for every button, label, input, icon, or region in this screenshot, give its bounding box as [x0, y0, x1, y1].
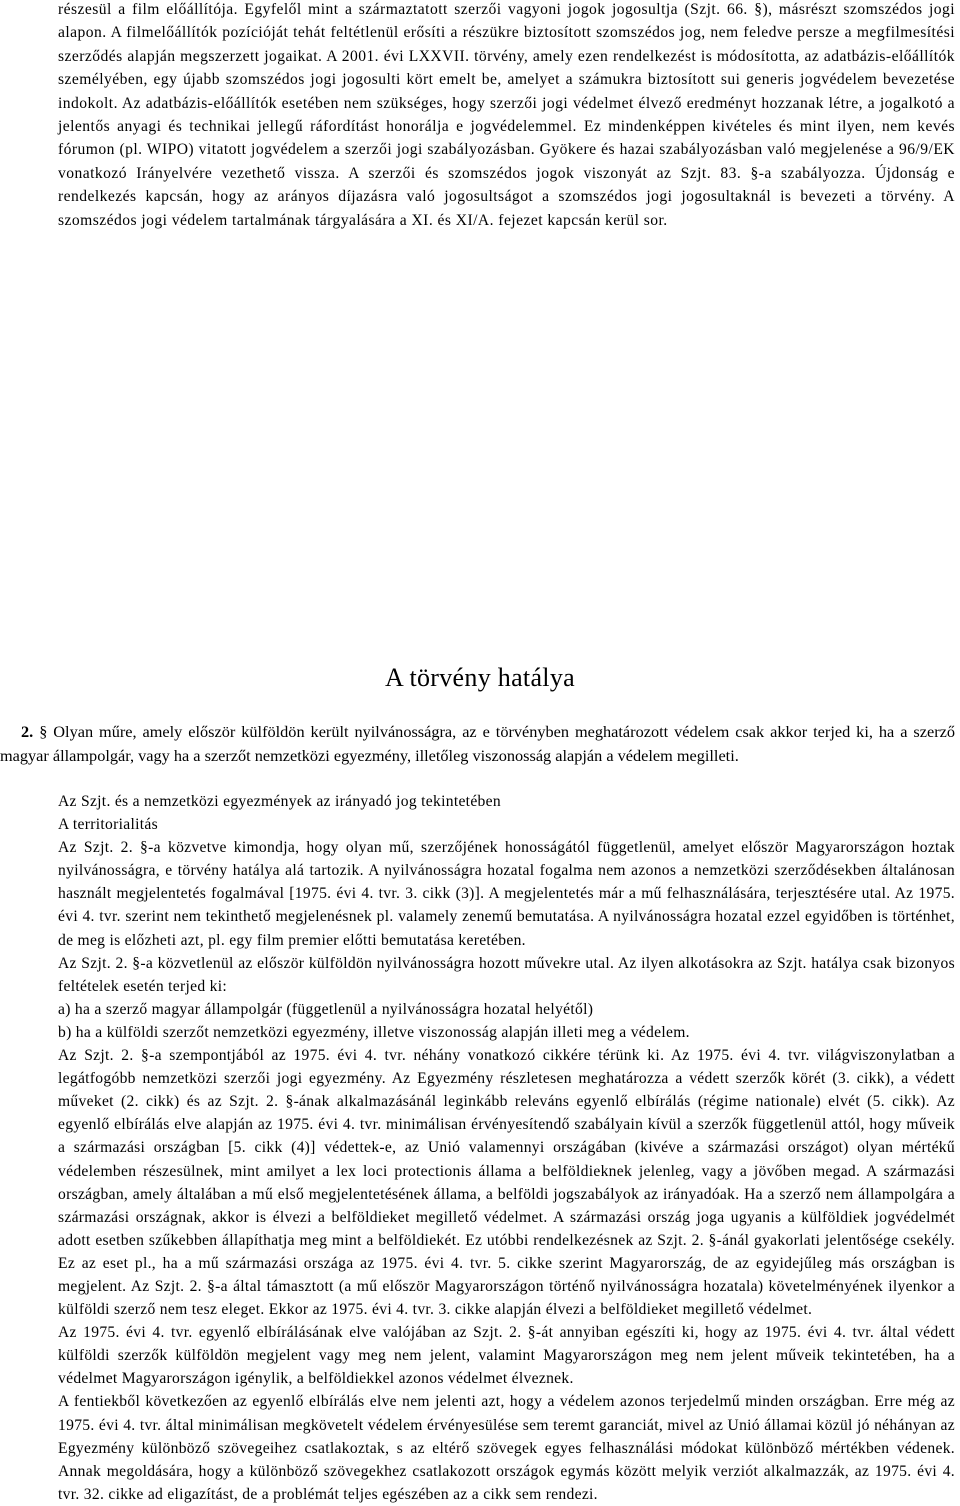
section-2-body: § Olyan műre, amely először külföldön került nyilvánosságra, az e törvényben meghatározott védelem csak akkor terjed ki, ha a szerző magyar állampolgár, vagy ha a szerzőt nemzetközi egyezmény, illetőleg viszonosság alapján a védelem megilleti.	[0, 722, 955, 765]
section-heading: A törvény hatálya	[385, 663, 575, 692]
commentary-paragraph-2: Az Szjt. 2. §-a közvetlenül az először külföldön nyilvánosságra hozott művekre utal. Az ilyen alkotásokra az Szjt. hatálya csak bizonyos feltételek esetén terjed ki:	[58, 954, 955, 995]
commentary-subtitle-2: A territorialitás	[58, 816, 158, 834]
intro-paragraph: részesül a film előállítója. Egyfelől mint a származtatott szerzői vagyoni jogok jogosultja (Szjt. 66. §), másrészt szomszédos jogi alapon. A filmelőállítók pozícióját tehát feltétlenül erősíti a részükre biztosított szomszédos jog, nem feledve persze a megfilmesítési szerződés alapján megszerzett jogaikat. A 2001. évi LXXVII. törvény, amely ezen rendelkezést is módosította, az adatbázis-előállítók személyében, egy újabb szomszédos jogi jogosulti kört emelt be, amelyet a számukra biztosított sui generis jogvédelem bevezetése indokolt. Az adatbázis-előállítók esetében nem szükséges, hogy szerzői jogi védelmet élvező eredményt hozzanak létre, a jogalkotó a jelentős anyagi és technikai jellegű ráfordítást honorálja e jogvédelemmel. Ez mindenképpen kivételes és mint ilyen, nem kevés fórumon (pl. WIPO) vitatott jogvédelem a szerzői jogi szabályozásban. Gyökere és hazai szabályozásban való megjelenése a 96/9/EK vonatkozó Irányelvére vezethető vissza. A szerzői és szomszédos jogok viszonyát az Szjt. 83. §-a szabályozza. Újdonság e rendelkezés kapcsán, hogy az arányos díjazásra való jogosultságot a szomszédos jogi jogosultaknál is bevezeti a törvény. A szomszédos jogi védelem tartalmának tárgyalására a XI. és XI/A. fejezet kapcsán kerül sor.	[58, 1, 955, 229]
section-number: 2.	[21, 722, 34, 741]
section-2-text	[0, 720, 955, 767]
commentary-paragraph-3: Az Szjt. 2. §-a szempontjából az 1975. évi 4. tvr. néhány vonatkozó cikkére térünk ki. Az 1975. évi 4. tvr. világviszonylatban a legátfogóbb nemzetközi szerzői jogi egyezmény. Az Egyezmény részletesen meghatározza a védett szerzők körét (3. cikk), a védett műveket (2. cikk) és az Szjt. 2. §-ának alkalmazásánál leginkább releváns egyenlő elbírálás (régime nationale) elvét (5. cikk). Az egyenlő elbírálás elve alapján az 1975. évi 4. tvr. minimálisan érvényesítendő szabályain kívül a szerzők függetlenül attól, hogy műveik a származási országban [5. cikk (4)] védettek-e, az Unió valamennyi országában (kivéve a származási országot) olyan mértékű védelemben részesülnek, mint amilyet a lex loci protectionis állama a belföldieknek jelenleg, vagy a jövőben megad. A származási országban, amely általában a mű első megjelentetésének állama, a belföldi jogszabályok az irányadóak. Ha a szerző nem állampolgára a származási országnak, akkor is élvezi a belföldieket megillető védelmet. A származási ország joga ugyanis a külföldiek jogvédelmét adott esetben szűkebben állapíthatja meg mint a belföldiekét. Ez utóbbi rendelkezésnek az Szjt. 2. §-ánál gyakorlati jelentősége csekély. Ez az eset pl., ha a mű származási országa az 1975. évi 4. tvr. 5. cikke szerint Magyarország, de az egyidejűleg más országban is megjelent. Az Szjt. 2. §-a által támasztott (a mű először Magyarországon történő nyilvánosságra hozatala) követelményének ilyenkor a külföldi szerző nem tesz eleget. Ekkor az 1975. évi 4. tvr. 3. cikke alapján élvezi a belföldieket megillető védelmet.	[58, 1047, 955, 1319]
commentary-paragraph-4: Az 1975. évi 4. tvr. egyenlő elbírálásának elve valójában az Szjt. 2. §-át annyiban egészíti ki, hogy az 1975. évi 4. tvr. által védett külföldi szerzők külföldön megjelent vagy meg nem jelent, valamint Magyarországon meg nem jelent műveik tekintetében, ha a védelmet Magyarországon igénylik, a belföldiekkel azonos védelmet élveznek.	[58, 1324, 955, 1388]
condition-b: b) ha a külföldi szerzőt nemzetközi egyezmény, illetve viszonosság alapján illeti meg a védelem.	[58, 1023, 690, 1041]
commentary-subtitle-1: Az Szjt. és a nemzetközi egyezmények az irányadó jog tekintetében	[58, 793, 501, 810]
commentary-paragraph-1: Az Szjt. 2. §-a közvetve kimondja, hogy olyan mű, szerzőjének honosságától függetlenül, amelyet először Magyarországon hoztak nyilvánosságra, e törvény hatálya alá tartozik. A nyilvánosságra hozatal fogalma nem azonos a nemzetközi szerződésekben általánosan használt megjelentetés fogalmával [1975. évi 4. tvr. 3. cikk (3)]. A megjelentetés már a mű felhasználására, terjesztésére utal. Az 1975. évi 4. tvr. szerint nem tekinthető megjelenésnek pl. valamely zenemű bemutatása. A nyilvánosságra hozatal ezzel egyidőben is történhet, de meg is előzheti azt, pl. egy film premier előtti bemutatása keretében.	[58, 839, 955, 949]
commentary-paragraph-5: A fentiekből következően az egyenlő elbírálás elve nem jelenti azt, hogy a védelem azonos terjedelmű minden országban. Erre még az 1975. évi 4. tvr. által minimálisan megkövetelt védelem érvényesülése sem teremt garanciát, mivel az Unió államai közül jó néhányan az Egyezmény különböző szövegeihez csatlakoztak, s az eltérő szövegek egyes felhasználási módokat különböző mértékben védenek. Annak megoldására, hogy a különböző szövegekhez csatlakozott országok egymás között melyik verziót alkalmazzák, az 1975. évi 4. tvr. 32. cikke ad eligazítást, de a problémát teljes egészében az a cikk sem rendezi.	[58, 1393, 955, 1503]
condition-a: a) ha a szerző magyar állampolgár (függetlenül a nyilvánosságra hozatal helyétől)	[58, 1000, 594, 1018]
commentary	[58, 790, 955, 1506]
